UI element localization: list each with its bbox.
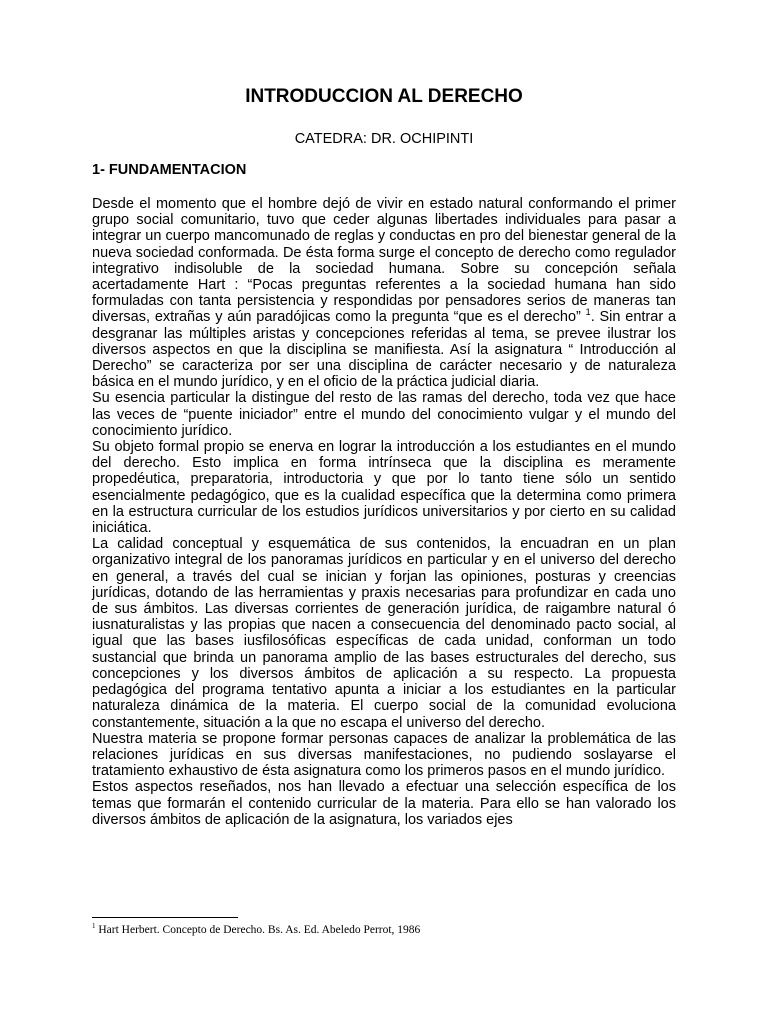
footnote-marker: 1 xyxy=(92,922,96,930)
footnote-divider xyxy=(92,917,238,918)
document-subtitle: CATEDRA: DR. OCHIPINTI xyxy=(294,131,474,147)
paragraph-1-text-b: . Sin entrar a desgranar las múltiples aristas y concepciones referidas al tema, se prevee ilustrar los diversos aspectos en que la disciplina se manifiesta. Así la asignatura “ Introducción al Derecho” se caracteriza por ser una disciplina de carácter necesario y de naturaleza básica en el mundo jurídico, y en el oficio de la práctica judicial diaria. xyxy=(92,309,677,391)
paragraph-4: La calidad conceptual y esquemática de sus contenidos, la encuadran en un plan organizativo integral de los panoramas jurídicos en particular y en el universo del derecho en general, a través del cual se inician y forjan las opiniones, posturas y creencias jurídicas, dotando de las herramientas y praxis necesarias para profundizar en cada uno de sus ámbitos. Las diversas corrientes de generación jurídica, de raigambre natural ó iusnaturalistas y las propias que nacen a consecuencia del denominado pacto social, al igual que las bases iusfilosóficas específicas de cada unidad, conforman un todo sustancial que brinda un panorama amplio de las bases estructurales del derecho, sus concepciones y los diversos ámbitos de aplicación a su respecto. La propuesta pedagógica del programa tentativo apunta a iniciar a los estudiantes en la particular naturaleza dinámica de la materia. El cuerpo social de la comunidad evoluciona constantemente, situación a la que no escapa el universo del derecho. xyxy=(92,536,676,731)
paragraph-6: Estos aspectos reseñados, nos han llevado a efectuar una selección específica de los temas que formarán el contenido curricular de la materia. Para ello se han valorado los diversos ámbitos de aplicación de la asignatura, los variados ejes xyxy=(92,779,676,828)
body-text xyxy=(92,196,676,828)
document-title: INTRODUCCION AL DERECHO xyxy=(245,86,523,107)
section-heading: 1- FUNDAMENTACION xyxy=(92,162,247,178)
paragraph-3: Su objeto formal propio se enerva en lograr la introducción a los estudiantes en el mundo del derecho. Esto implica en forma intrínseca que la disciplina es meramente propedéutica, preparatoria, introductoria y que por lo tanto tiene sólo un sentido esencialmente pedagógico, que es la cualidad específica que la determina como primera en la estructura curricular de los estudios jurídicos universitarios y por cierto en su calidad iniciática. xyxy=(92,439,676,537)
paragraph-1 xyxy=(92,196,676,390)
paragraph-1-text-a: Desde el momento que el hombre dejó de vivir en estado natural conformando el primer grupo social comunitario, tuvo que ceder algunas libertades individuales para pasar a integrar un cuerpo mancomunado de reglas y conductas en pro del bienestar general de la nueva sociedad conformada. De ésta forma surge el concepto de derecho como regulador integrativo indisoluble de la sociedad humana. Sobre su concepción señala acertadamente Hart : “Pocas preguntas referentes a la sociedad humana han sido formuladas con tanta persistencia y respondidas por pensadores serios de maneras tan diversas, extrañas y aún paradójicas como la pregunta “que es el derecho” xyxy=(92,196,676,326)
paragraph-5: Nuestra materia se propone formar personas capaces de analizar la problemática de las relaciones jurídicas en sus diversas manifestaciones, no pudiendo soslayarse el tratamiento exhaustivo de ésta asignatura como los primeros pasos en el mundo jurídico. xyxy=(92,730,676,780)
footnote-reference: 1 xyxy=(585,307,591,318)
footnote-text: Hart Herbert. Concepto de Derecho. Bs. As. Ed. Abeledo Perrot, 1986 xyxy=(95,923,421,936)
paragraph-2: Su esencia particular la distingue del resto de las ramas del derecho, toda vez que hace las veces de “puente iniciador” entre el mundo del conocimiento vulgar y el mundo del conocimiento jurídico. xyxy=(92,390,676,439)
footnote xyxy=(92,922,420,936)
